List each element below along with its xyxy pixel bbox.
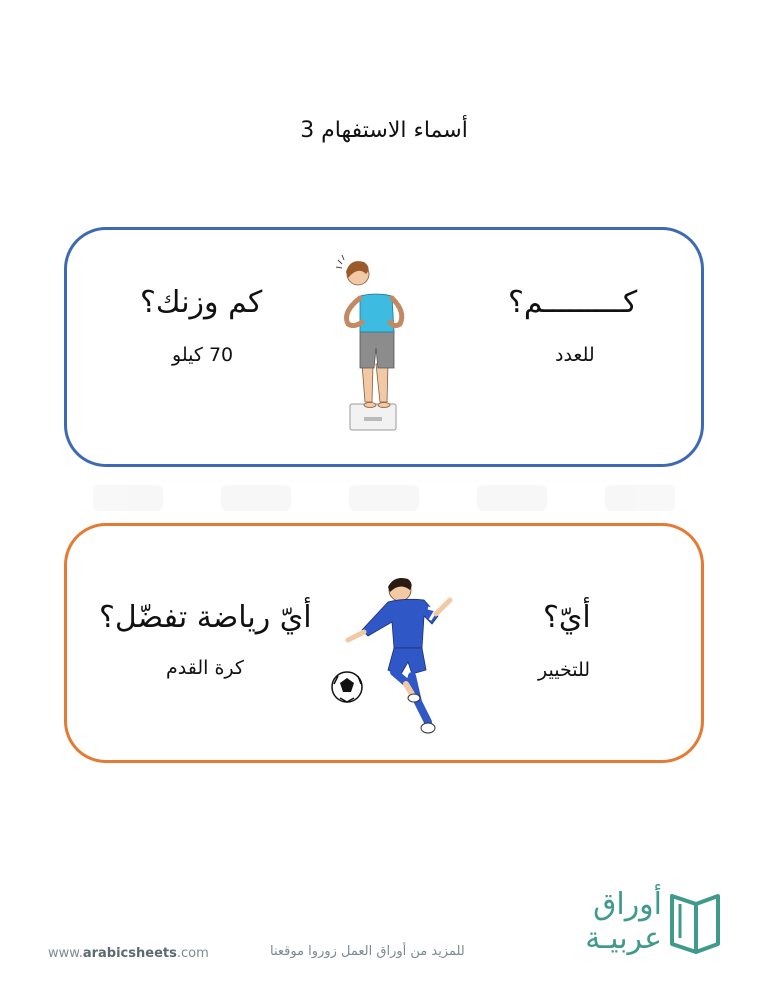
usage-label-ayy: للتخيير <box>538 659 591 681</box>
page-title: أسماء الاستفهام 3 <box>300 118 468 143</box>
background-watermark <box>64 478 704 518</box>
usage-label-kam: للعدد <box>555 344 595 366</box>
question-word-kam: كـــــــــم؟ <box>508 285 638 320</box>
logo-wordmark <box>582 888 662 956</box>
logo-line-1: أوراق <box>593 887 662 922</box>
footer-note: للمزيد من أوراق العمل زوروا موقعنا <box>270 944 465 959</box>
example-question-kam: كم وزنك؟ <box>140 285 263 320</box>
book-logo-icon <box>668 890 722 956</box>
example-answer-ayy: كرة القدم <box>166 657 244 679</box>
logo-line-2: عربيـة <box>585 921 662 956</box>
soccer-player-illustration <box>328 572 462 740</box>
footer-website[interactable]: www.arabicsheets.com <box>48 946 209 961</box>
question-word-ayy: أيّ؟ <box>543 600 591 635</box>
example-answer-kam: 70 كيلو <box>172 344 234 366</box>
woman-on-scale-illustration <box>318 252 410 434</box>
example-question-ayy: أيّ رياضة تفضّل؟ <box>99 600 312 635</box>
